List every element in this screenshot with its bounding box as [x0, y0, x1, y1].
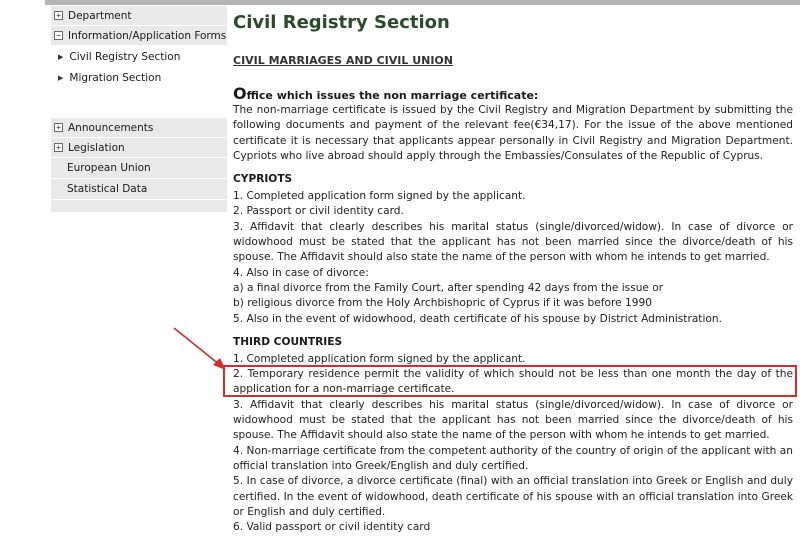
sidebar-item-information-forms[interactable]	[51, 26, 227, 45]
cypriots-item: 3. Affidavit that clearly describes his marital status (single/divorced/widow). In case of divorce or widowhood must be stated that the applicant has not been married since the divorce/death of his spouse. The Affidavit should also state the name of the person with whom he intends to get married.	[233, 220, 793, 264]
sidebar-item-legislation[interactable]	[51, 138, 227, 157]
sidebar-item-label: Department	[68, 9, 132, 22]
cypriots-item: b) religious divorce from the Holy Archbishopric of Cyprus if it was before 1990	[233, 297, 652, 310]
arrow-annotation-icon	[170, 325, 230, 373]
third-countries-item: 5. In case of divorce, a divorce certificate (final) with an official translation into Greek or English and duly certified. In the event of widowhood, death certificate of his spouse with an official translation into Greek or English and duly certified.	[233, 475, 793, 518]
third-countries-heading: THIRD COUNTRIES	[233, 335, 343, 348]
third-countries-item: 4. Non-marriage certificate from the competent authority of the country of origin of the applicant with an official translation into Greek/English and duly certified.	[233, 444, 793, 472]
sidebar	[51, 6, 227, 212]
sidebar-item-label: Information/Application Forms	[68, 29, 227, 42]
expand-icon[interactable]: +	[54, 11, 63, 20]
cypriots-item: 2. Passport or civil identity card.	[233, 205, 404, 218]
third-countries-item: 3. Affidavit that clearly describes his marital status (single/divorced/widow). In case of divorce or widowhood must be stated that the applicant has not been married since the divorce/death of his spouse. The Affidavit should also state the name of the person with whom he intends to get married.	[233, 398, 793, 442]
sidebar-bottom	[51, 200, 227, 212]
cypriots-item: 4. Also in case of divorce:	[233, 266, 369, 279]
cypriots-heading: CYPRIOTS	[233, 173, 293, 186]
triangle-right-icon: ▶	[58, 73, 64, 82]
sidebar-subitem-migration[interactable]	[51, 67, 227, 88]
cypriots-item: 5. Also in the event of widowhood, death certificate of his spouse by District Administration.	[233, 312, 722, 325]
page-title: Civil Registry Section	[233, 12, 450, 33]
section-heading[interactable]: CIVIL MARRIAGES AND CIVIL UNION	[233, 54, 453, 67]
sidebar-item-announcements[interactable]	[51, 118, 227, 137]
top-strip	[45, 0, 800, 5]
third-countries-item-highlighted: 2. Temporary residence permit the validity of which should not be less than one month the day of the application for a non-marriage certificate.	[233, 368, 793, 396]
sidebar-subitem-label: Civil Registry Section	[69, 50, 181, 63]
third-countries-item: 6. Valid passport or civil identity card	[233, 521, 431, 534]
expand-icon[interactable]: +	[54, 123, 63, 132]
intro-paragraph: The non-marriage certificate is issued by the Civil Registry and Migration Department by submitting the following documents and payment of the relevant fee(€34,17). For the issue of the above mentioned certificate it is necessary that applicants appear personally in Civil Registry and Migration Department. Cypriots who live abroad should apply through the Embassies/Consulates of the Republic of Cyprus.	[233, 104, 793, 162]
sidebar-item-european-union[interactable]: European Union	[51, 158, 227, 178]
office-heading-text: ffice which issues the non marriage certificate:	[246, 89, 539, 102]
expand-icon[interactable]: +	[54, 143, 63, 152]
third-countries-item: 1. Completed application form signed by the applicant.	[233, 352, 526, 365]
sidebar-item-department[interactable]	[51, 6, 227, 25]
main-content	[233, 12, 793, 535]
sidebar-subitem-civil-registry[interactable]	[51, 46, 227, 67]
office-heading	[233, 84, 793, 103]
sidebar-spacer	[51, 88, 227, 118]
sidebar-item-label: Legislation	[68, 141, 125, 154]
cypriots-item: 1. Completed application form signed by the applicant.	[233, 190, 526, 203]
cypriots-item: a) a final divorce from the Family Court, after spending 42 days from the issue or	[233, 281, 664, 294]
sidebar-item-statistical-data[interactable]: Statistical Data	[51, 179, 227, 199]
sidebar-item-label: Announcements	[68, 121, 154, 134]
sidebar-subitem-label: Migration Section	[69, 71, 162, 84]
collapse-icon[interactable]: −	[54, 31, 63, 40]
triangle-right-icon: ▶	[58, 52, 64, 61]
drop-cap: O	[233, 84, 247, 103]
